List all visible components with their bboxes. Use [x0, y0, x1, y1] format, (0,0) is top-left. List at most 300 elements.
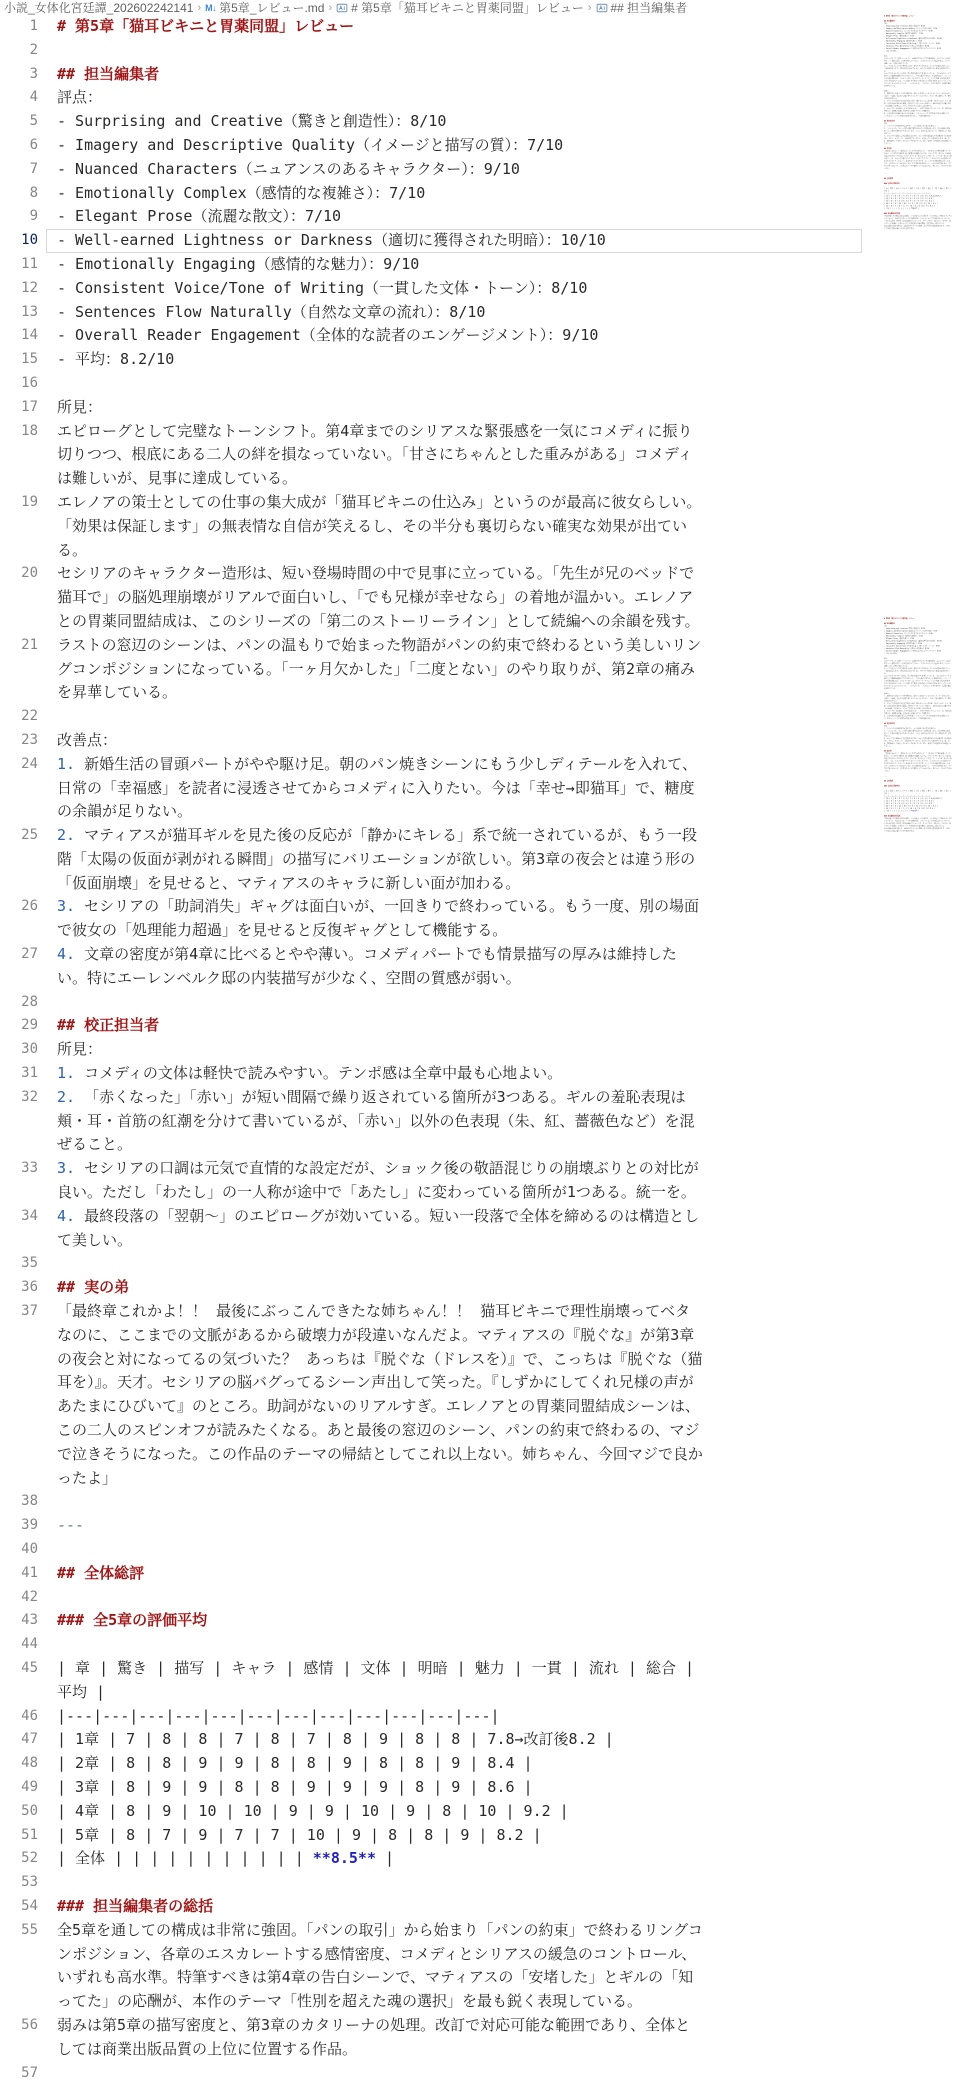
line-number[interactable]: 55	[21, 1921, 38, 1938]
code-token: 「赤くなった」「赤い」が短い間隔で繰り返されている箇所が3つある。ギルの羞恥表現は頬・耳・首筋の紅潮を分けて書いているが、「赤い」以外の色表現（朱、紅、薔薇色など）を混ぜること。	[883, 127, 951, 135]
line-number[interactable]: 16	[21, 374, 38, 391]
code-line	[878, 785, 952, 787]
code-line	[878, 87, 952, 89]
code-line	[878, 647, 952, 649]
line-content[interactable]	[57, 729, 705, 753]
line-content[interactable]	[57, 491, 705, 562]
line-content[interactable]	[57, 943, 705, 991]
line-number[interactable]: 54	[21, 1897, 38, 1914]
line-content[interactable]	[57, 991, 705, 1015]
line-content	[884, 202, 952, 204]
line-content	[884, 225, 952, 230]
line-content	[884, 112, 952, 117]
code-line	[878, 667, 952, 674]
line-number[interactable]: 41	[21, 1564, 38, 1581]
line-number[interactable]: 10	[21, 232, 38, 249]
code-line	[0, 1276, 956, 1300]
breadcrumb-separator: ›	[587, 1, 592, 14]
code-line	[0, 1847, 956, 1871]
code-token: | 章 | 驚き | 描写 | キャラ | 感情 | 文体 | 明暗 | 魅力 | 一貫 | 流れ | 総合 | 平均 |	[57, 1658, 704, 1701]
line-content[interactable]	[57, 158, 705, 182]
line-number[interactable]: 51	[21, 1826, 38, 1843]
breadcrumb-item[interactable]	[336, 0, 584, 16]
line-number[interactable]: 19	[21, 493, 38, 510]
code-token: - Consistent Voice/Tone of Writing（一貫した文体・トーン）：8/10	[883, 42, 940, 45]
line-number[interactable]: 48	[21, 1755, 38, 1772]
line-number[interactable]: 57	[21, 2064, 38, 2081]
code-line	[878, 145, 952, 147]
line-content[interactable]	[57, 1038, 705, 1062]
code-line	[878, 692, 952, 694]
code-token: | 章 | 驚き | 描写 | キャラ | 感情 | 文体 | 明暗 | 魅力 | 一貫 | 流れ | 総合 | 平均 |	[883, 790, 952, 795]
line-content[interactable]	[57, 63, 705, 87]
line-content	[884, 780, 952, 782]
code-token: 3.	[883, 737, 886, 740]
code-token: マティアスが猫耳ギルを見た後の反応が「静かにキレる」系で統一されているが、もう一段階「太陽の仮面が剥がれる瞬間」の描写にバリエーションが欲しい。第3章の夜会とは違う形の「仮面崩壊」を見せると、マティアスのキャラに新しい面が加わる。	[57, 826, 697, 892]
code-token: - Surprising and Creative（驚きと創造性）：8/10	[883, 25, 925, 28]
code-line	[0, 1514, 956, 1538]
code-token: エレノアの策士としての仕事の集大成が「猫耳ビキニの仕込み」というのが最高に彼女らしい。「効果は保証します」の無表情な自信が笑えるし、その半分も裏切らない確実な効果が出ている。	[883, 65, 952, 73]
line-number[interactable]: 5	[29, 113, 38, 130]
code-token: 弱みは第5章の描写密度と、第3章のカタリーナの処理。改訂で対応可能な範囲であり、全体としては商業出版品質の上位に位置する作品。	[57, 2015, 691, 2058]
code-line	[878, 642, 952, 644]
line-content[interactable]	[57, 420, 705, 491]
code-line	[878, 715, 952, 720]
line-number[interactable]: 13	[21, 303, 38, 320]
code-line	[0, 702, 956, 729]
line-number[interactable]: 42	[21, 1588, 38, 1605]
line-content[interactable]	[57, 182, 705, 206]
code-token: 1.	[883, 727, 886, 730]
line-content[interactable]	[57, 1014, 705, 1038]
code-line	[878, 192, 952, 194]
line-number[interactable]: 38	[21, 1493, 38, 1510]
code-line	[0, 15, 956, 39]
line-content[interactable]	[57, 1728, 705, 1752]
line-number[interactable]: 17	[21, 398, 38, 415]
line-number[interactable]: 46	[21, 1707, 38, 1724]
line-content	[884, 80, 952, 87]
line-content	[884, 212, 952, 214]
code-token: ## 担当編集者	[883, 622, 895, 625]
line-number[interactable]: 21	[21, 636, 38, 653]
code-token: ## 全体総評	[883, 177, 894, 180]
code-line	[878, 172, 952, 174]
line-content	[884, 207, 952, 209]
line-content[interactable]	[57, 1657, 705, 1705]
line-number[interactable]: 50	[21, 1802, 38, 1819]
code-token: - Overall Reader Engagement（全体的な読者のエンゲージメント）：9/10	[883, 650, 941, 652]
code-token: ---	[883, 172, 887, 175]
code-line	[0, 729, 956, 753]
breadcrumb-label: # 第5章「猫耳ビキニと胃薬同盟」レビュー	[351, 1, 584, 15]
line-content[interactable]	[57, 2062, 705, 2085]
line-number[interactable]: 33	[21, 1160, 38, 1177]
code-token: 改善点：	[57, 730, 118, 749]
line-content[interactable]	[57, 348, 705, 372]
minimap-top-fragment[interactable]	[878, 15, 956, 230]
code-token: - 平均：8.2/10	[57, 350, 175, 369]
code-line	[878, 790, 952, 795]
line-number[interactable]: 44	[21, 1636, 38, 1653]
code-token: 弱みは第5章の描写密度と、第3章のカタリーナの処理。改訂で対応可能な範囲であり、全体としては商業出版品質の上位に位置する作品。	[883, 827, 951, 832]
line-content	[884, 172, 952, 174]
line-content	[883, 122, 952, 128]
line-content	[884, 622, 952, 624]
code-token: - Surprising and Creative（驚きと創造性）：8/10	[57, 112, 447, 131]
code-token: セシリアのキャラクター造形は、短い登場時間の中で見事に立っている。「先生が兄のベッドで猫耳で」の脳処理崩壊がリアルで面白いし、「でも兄様が幸せなら」の着地が温かい。エレノアとの胃薬同盟結成は、このシリーズの「第二のストーリーライン」として続編への余韻を残す。	[883, 72, 952, 80]
code-line	[0, 1014, 956, 1038]
line-content[interactable]	[57, 301, 705, 325]
code-token: 「最終章これかよ！！ 最後にぶっこんできたな姉ちゃん！！ 猫耳ビキニで理性崩壊ってベタなのに、ここまでの文脈があるから破壊力が段違いなんだよ。マティアスの『脱ぐな』が第3章の夜会と対になってるの気づいた？ あっちは『脱ぐな（ドレスを）』で、こっちは『脱ぐな（猫耳を）』。天才。セシリアの脳バグってるシーン声出して笑った。『しずかにしてくれ兄様の声があたまにひびいて』のところ。助詞がないのリアルすぎ。エレノアとの胃薬同盟結成シーンは、この二人のスピンオフが読みたくなる。あと最後の窓辺のシーン、パンの約束で終わるの、マジで泣きそうになった。この作品のテーマの帰結としてこれ以上ない。姉ちゃん、今回マジで良かったよ」	[883, 752, 952, 772]
line-number[interactable]: 32	[21, 1088, 38, 1105]
line-content[interactable]	[57, 86, 705, 110]
code-token: エピローグとして完璧なトーンシフト。第4章までのシリアスな緊張感を一気にコメディに振り切りつつ、根底にある二人の絆を損なっていない。「甘さにちゃんとした重みがある」コメディは難しいが、見事に達成している。	[57, 421, 693, 488]
line-content[interactable]	[57, 1086, 705, 1157]
line-content[interactable]	[57, 1847, 705, 1871]
code-token: | 3章 | 8 | 9 | 9 | 8 | 8 | 9 | 9 | 9 | 8 | 9 | 8.6 |	[883, 200, 934, 203]
line-content[interactable]	[57, 753, 705, 824]
line-content	[884, 737, 952, 742]
line-content	[884, 145, 952, 147]
code-line	[878, 627, 952, 629]
line-content	[884, 90, 952, 92]
breadcrumb-label: 小説_女体化宮廷譚_202602242141	[4, 1, 194, 15]
code-token: コメディの文体は軽快で読みやすい。テンポ感は全章中最も心地よい。	[885, 727, 938, 730]
code-token: コメディの文体は軽快で読みやすい。テンポ感は全章中最も心地よい。	[75, 1064, 563, 1083]
code-line	[0, 158, 956, 182]
code-token: - Imagery and Descriptive Quality（イメージと描写の質）：7/10	[883, 630, 938, 632]
code-token: マティアスが猫耳ギルを見た後の反応が「静かにキレる」系で統一されているが、もう一段階「太陽の仮面が剥がれる瞬間」の描写にバリエーションが欲しい。第3章の夜会とは違う形の「仮面崩壊」を見せると、マティアスのキャラに新しい面が加わる。	[883, 100, 952, 108]
code-token: | 3章 | 8 | 9 | 9 | 8 | 8 | 9 | 9 | 9 | 8 | 9 | 8.6 |	[883, 802, 934, 805]
line-number[interactable]: 37	[21, 1303, 38, 1320]
line-content	[883, 692, 952, 702]
line-content	[884, 92, 952, 99]
code-token: # 第5章「猫耳ビキニと胃薬同盟」レビュー	[883, 617, 916, 620]
code-line	[878, 617, 952, 619]
code-token: 4.	[883, 140, 886, 143]
line-content[interactable]	[57, 110, 705, 134]
line-content	[884, 22, 952, 24]
code-token: - Elegant Prose（流麗な散文）：7/10	[883, 637, 914, 640]
code-line	[878, 632, 952, 634]
code-line	[878, 172, 952, 177]
code-line	[0, 1086, 956, 1157]
line-content[interactable]	[57, 277, 705, 301]
line-content[interactable]	[57, 1895, 705, 1919]
code-token: ラストの窓辺のシーンは、パンの温もりで始まった物語がパンの約束で終わるという美しいリングコンポジションになっている。「一ヶ月欠かした」「二度とない」のやり取りが、第2章の痛みを昇華している。	[883, 682, 952, 690]
line-number[interactable]: 7	[29, 160, 38, 177]
code-token: ## 校正担当者	[57, 1016, 160, 1035]
code-line	[878, 807, 952, 809]
line-content[interactable]	[57, 1609, 705, 1633]
line-content[interactable]	[57, 1062, 705, 1086]
code-token: | 全体 | | | | | | | | | | |	[883, 207, 911, 210]
code-line	[878, 197, 952, 199]
line-content	[884, 692, 952, 694]
line-content[interactable]	[57, 1514, 705, 1538]
line-number[interactable]: 26	[21, 898, 38, 915]
code-token: | 4章 | 8 | 9 | 10 | 10 | 9 | 9 | 10 | 9 | 8 | 10 | 9.2 |	[883, 202, 938, 205]
line-number[interactable]: 24	[21, 755, 38, 772]
code-token: | 4章 | 8 | 9 | 10 | 10 | 9 | 9 | 10 | 9 | 8 | 10 | 9.2 |	[57, 1801, 569, 1820]
line-number[interactable]: 20	[21, 565, 38, 582]
code-line	[878, 782, 952, 784]
line-content[interactable]	[57, 324, 705, 348]
code-line	[878, 637, 952, 639]
editor-lines	[878, 617, 952, 834]
line-content	[884, 747, 952, 749]
line-number[interactable]: 45	[21, 1659, 38, 1676]
line-number[interactable]: 31	[21, 1065, 38, 1082]
line-number[interactable]: 4	[29, 89, 38, 106]
code-line	[878, 140, 952, 145]
line-content	[884, 690, 952, 692]
line-content[interactable]	[57, 396, 705, 420]
line-content[interactable]	[57, 1800, 705, 1824]
line-number[interactable]: 56	[21, 2016, 38, 2033]
line-content[interactable]	[57, 1776, 705, 1800]
code-line	[0, 1800, 956, 1824]
line-content	[884, 47, 952, 49]
code-token: 3.	[883, 710, 886, 712]
line-number[interactable]: 8	[29, 184, 38, 201]
code-line	[878, 752, 952, 772]
code-token: 「赤くなった」「赤い」が短い間隔で繰り返されている箇所が3つある。ギルの羞恥表現は頬・耳・首筋の紅潮を分けて書いているが、「赤い」以外の色表現（朱、紅、薔薇色など）を混ぜること。	[883, 730, 951, 737]
line-content	[884, 832, 952, 834]
code-token: ### 担当編集者の総括	[883, 212, 901, 215]
symbol-heading-icon	[336, 2, 348, 14]
line-content	[884, 720, 952, 722]
code-token: - Emotionally Engaging（感情的な魅力）：9/10	[57, 254, 420, 273]
line-content	[884, 52, 952, 54]
code-line	[0, 1205, 956, 1253]
line-number[interactable]: 36	[21, 1279, 38, 1296]
code-token: - Sentences Flow Naturally（自然な文章の流れ）：8/10	[883, 647, 929, 650]
line-content	[884, 667, 952, 674]
line-content[interactable]	[57, 1871, 705, 1895]
line-number[interactable]: 27	[21, 946, 38, 963]
line-content	[883, 172, 952, 177]
code-token: エピローグとして完璧なトーンシフト。第4章までのシリアスな緊張感を一気にコメディに振り切りつつ、根底にある二人の絆を損なっていない。「甘さにちゃんとした重みがある」コメディは難しいが、見事に達成している。	[883, 57, 951, 65]
code-line	[878, 37, 952, 39]
line-content[interactable]	[57, 1824, 705, 1848]
code-line	[878, 747, 952, 749]
code-token: ラストの窓辺のシーンは、パンの温もりで始まった物語がパンの約束で終わるという美しいリングコンポジションになっている。「一ヶ月欠かした」「二度とない」のやり取りが、第2章の痛みを昇華している。	[57, 635, 702, 702]
line-number[interactable]: 52	[21, 1850, 38, 1867]
code-token: 4.	[883, 715, 886, 717]
code-token: セシリアの口調は元気で直情的な設定だが、ショック後の敬語混じりの崩壊ぶりとの対比が良い。ただし「わたし」の一人称が途中で「あたし」に変わっている箇所が1つある。統一を。	[883, 737, 952, 742]
code-token: - Emotionally Complex（感情的な複雑さ）：7/10	[883, 32, 923, 35]
code-token: **8.5**	[312, 1849, 376, 1868]
code-token: | 1章 | 7 | 8 | 8 | 7 | 8 | 7 | 8 | 9 | 8 | 8 | 7.8→改訂後8.2 |	[883, 195, 943, 198]
breadcrumb-item[interactable]	[596, 0, 688, 16]
code-token: 4.	[57, 1206, 76, 1225]
line-number[interactable]: 2	[29, 41, 38, 58]
line-content	[884, 37, 952, 39]
line-content[interactable]	[57, 705, 705, 729]
line-number[interactable]: 12	[21, 279, 38, 296]
code-line	[878, 55, 952, 57]
line-number[interactable]: 30	[21, 1041, 38, 1058]
line-content[interactable]	[57, 634, 705, 705]
line-content[interactable]	[57, 1538, 705, 1562]
code-token: ## 校正担当者	[883, 120, 895, 123]
line-content[interactable]	[57, 824, 705, 895]
line-content[interactable]	[57, 1205, 705, 1253]
code-token: マティアスが猫耳ギルを見た後の反応が「静かにキレる」系で統一されているが、もう一段階「太陽の仮面が剥がれる瞬間」の描写にバリエーションが欲しい。第3章の夜会とは違う形の「仮面崩壊」を見せると、マティアスのキャラに新しい面が加わる。	[883, 702, 952, 710]
code-token: - Consistent Voice/Tone of Writing（一貫した文体・トーン）：8/10	[57, 278, 588, 297]
line-content	[884, 230, 952, 232]
code-line	[0, 420, 956, 491]
line-content	[884, 182, 952, 184]
code-line	[878, 22, 952, 24]
code-token: エレノアの策士としての仕事の集大成が「猫耳ビキニの仕込み」というのが最高に彼女らしい。「効果は保証します」の無表情な自信が笑えるし、その半分も裏切らない確実な効果が出ている。	[57, 492, 702, 559]
line-content[interactable]	[57, 15, 705, 39]
line-number[interactable]: 11	[21, 255, 38, 272]
line-number[interactable]: 22	[21, 708, 38, 725]
line-content[interactable]	[57, 1562, 705, 1586]
line-content	[884, 827, 952, 832]
code-line	[0, 1657, 956, 1705]
code-token: エレノアの策士としての仕事の集大成が「猫耳ビキニの仕込み」というのが最高に彼女らしい。「効果は保証します」の無表情な自信が笑えるし、その半分も裏切らない確実な効果が出ている。	[883, 667, 952, 675]
line-number[interactable]: 23	[21, 731, 38, 748]
code-line	[878, 177, 952, 179]
breadcrumb-item[interactable]	[205, 0, 324, 16]
line-content	[884, 787, 952, 789]
line-number[interactable]: 53	[21, 1874, 38, 1891]
code-line	[878, 22, 952, 28]
code-line	[0, 1871, 956, 1895]
code-line	[0, 1633, 956, 1657]
code-line	[878, 812, 952, 814]
code-token: 所見：	[883, 725, 889, 727]
line-number[interactable]: 29	[21, 1017, 38, 1034]
code-token: セシリアの口調は元気で直情的な設定だが、ショック後の敬語混じりの崩壊ぶりとの対比が良い。ただし「わたし」の一人称が途中で「あたし」に変わっている箇所が1つある。統一を。	[883, 135, 952, 140]
code-line	[0, 491, 956, 562]
code-line	[878, 187, 952, 192]
code-token: 1.	[883, 125, 886, 128]
code-line	[878, 737, 952, 742]
code-token: ### 全5章の評価平均	[57, 1611, 208, 1630]
line-content	[884, 807, 952, 809]
line-content[interactable]	[57, 205, 705, 229]
code-line	[0, 1728, 956, 1752]
code-line	[878, 192, 952, 198]
line-content[interactable]	[57, 1490, 705, 1514]
line-content	[884, 117, 952, 119]
code-token: セシリアの「助詞消失」ギャグは面白いが、一回きりで終わっている。もう一度、別の場面で彼女の「処理能力超過」を見せると反復ギャグとして機能する。	[883, 710, 952, 715]
code-token: 「最終章これかよ！！ 最後にぶっこんできたな姉ちゃん！！ 猫耳ビキニで理性崩壊ってベタなのに、ここまでの文脈があるから破壊力が段違いなんだよ。マティアスの『脱ぐな』が第3章の夜会と対になってるの気づいた？ あっちは『脱ぐな（ドレスを）』で、こっちは『脱ぐな（猫耳を）』。天才。セシリアの脳バグってるシーン声出して笑った。『しずかにしてくれ兄様の声があたまにひびいて』のところ。助詞がないのリアルすぎ。エレノアとの胃薬同盟結成シーンは、この二人のスピンオフが読みたくなる。あと最後の窓辺のシーン、パンの約束で終わるの、マジで泣きそうになった。この作品のテーマの帰結としてこれ以上ない。姉ちゃん、今回マジで良かったよ」	[883, 150, 952, 170]
code-token: - 平均：8.2/10	[883, 50, 897, 53]
line-content[interactable]	[57, 1157, 705, 1205]
line-content[interactable]	[57, 1252, 705, 1276]
code-line	[0, 1586, 956, 1610]
code-line	[878, 802, 952, 804]
code-line	[878, 122, 952, 128]
line-content	[884, 777, 952, 779]
line-number[interactable]: 49	[21, 1778, 38, 1795]
line-number[interactable]: 3	[29, 65, 38, 82]
code-line	[878, 815, 952, 817]
code-line	[878, 127, 952, 134]
line-number[interactable]: 35	[21, 1255, 38, 1272]
code-token: - Imagery and Descriptive Quality（イメージと描写の質）：7/10	[57, 135, 564, 154]
line-number[interactable]: 1	[29, 18, 38, 34]
line-number[interactable]: 28	[21, 993, 38, 1010]
code-token: | 全体 | | | | | | | | | | |	[883, 810, 911, 812]
line-number[interactable]: 39	[21, 1517, 38, 1534]
line-content[interactable]	[57, 1705, 705, 1729]
line-content[interactable]	[57, 1276, 705, 1300]
line-content	[884, 812, 952, 814]
code-line	[0, 182, 956, 206]
line-content	[884, 790, 952, 795]
code-line	[0, 895, 956, 943]
line-number[interactable]: 43	[21, 1612, 38, 1629]
line-content[interactable]	[57, 562, 705, 633]
code-token: 改善点：	[883, 692, 891, 695]
line-content[interactable]	[57, 253, 705, 277]
code-token: 所見：	[883, 657, 889, 660]
line-content[interactable]	[57, 134, 705, 158]
code-token: 最終段落の「翌朝〜」のエピローグが効いている。短い一段落で全体を締めるのは構造として美しい。	[883, 140, 952, 145]
line-content[interactable]	[57, 229, 705, 253]
line-number[interactable]: 18	[21, 422, 38, 439]
line-number[interactable]: 15	[21, 351, 38, 368]
breadcrumb	[0, 0, 956, 18]
line-content[interactable]	[57, 1300, 705, 1490]
code-line	[0, 86, 956, 113]
line-content	[884, 187, 952, 192]
line-content[interactable]	[57, 372, 705, 396]
line-content[interactable]	[57, 1919, 705, 2014]
line-number[interactable]: 34	[21, 1207, 38, 1224]
code-line	[878, 795, 952, 797]
editor-lines	[878, 15, 952, 232]
minimap-bottom-fragment[interactable]	[878, 617, 956, 872]
line-content[interactable]	[57, 39, 705, 63]
line-number[interactable]: 25	[21, 827, 38, 844]
line-number[interactable]: 6	[29, 136, 38, 153]
line-number[interactable]: 14	[21, 327, 38, 344]
breadcrumb-separator: ›	[197, 1, 202, 14]
code-token: ## 担当編集者	[883, 20, 895, 23]
code-token: |---|---|---|---|---|---|---|---|---|---|---|---|	[883, 192, 931, 195]
code-token: - Overall Reader Engagement（全体的な読者のエンゲージメント）：9/10	[883, 47, 941, 50]
line-number[interactable]: 9	[29, 208, 38, 225]
line-content[interactable]	[57, 2014, 705, 2062]
code-line	[878, 112, 952, 117]
breadcrumb-item[interactable]	[4, 0, 193, 16]
code-line	[0, 301, 956, 325]
line-number[interactable]: 40	[21, 1541, 38, 1557]
code-token: |---|---|---|---|---|---|---|---|---|---|---|---|	[57, 1706, 500, 1725]
line-number[interactable]: 47	[21, 1731, 38, 1748]
line-content	[883, 657, 952, 667]
line-content[interactable]	[57, 1752, 705, 1776]
line-content[interactable]	[57, 1586, 705, 1610]
code-line	[878, 52, 952, 54]
code-line	[878, 750, 952, 752]
line-content[interactable]	[57, 895, 705, 943]
line-content	[884, 20, 952, 22]
code-token: 1.	[883, 695, 886, 697]
code-line	[878, 27, 952, 29]
code-token: 改善点：	[883, 90, 891, 93]
line-content[interactable]	[57, 1633, 705, 1657]
code-token: ### 全5章の評価平均	[883, 182, 900, 185]
